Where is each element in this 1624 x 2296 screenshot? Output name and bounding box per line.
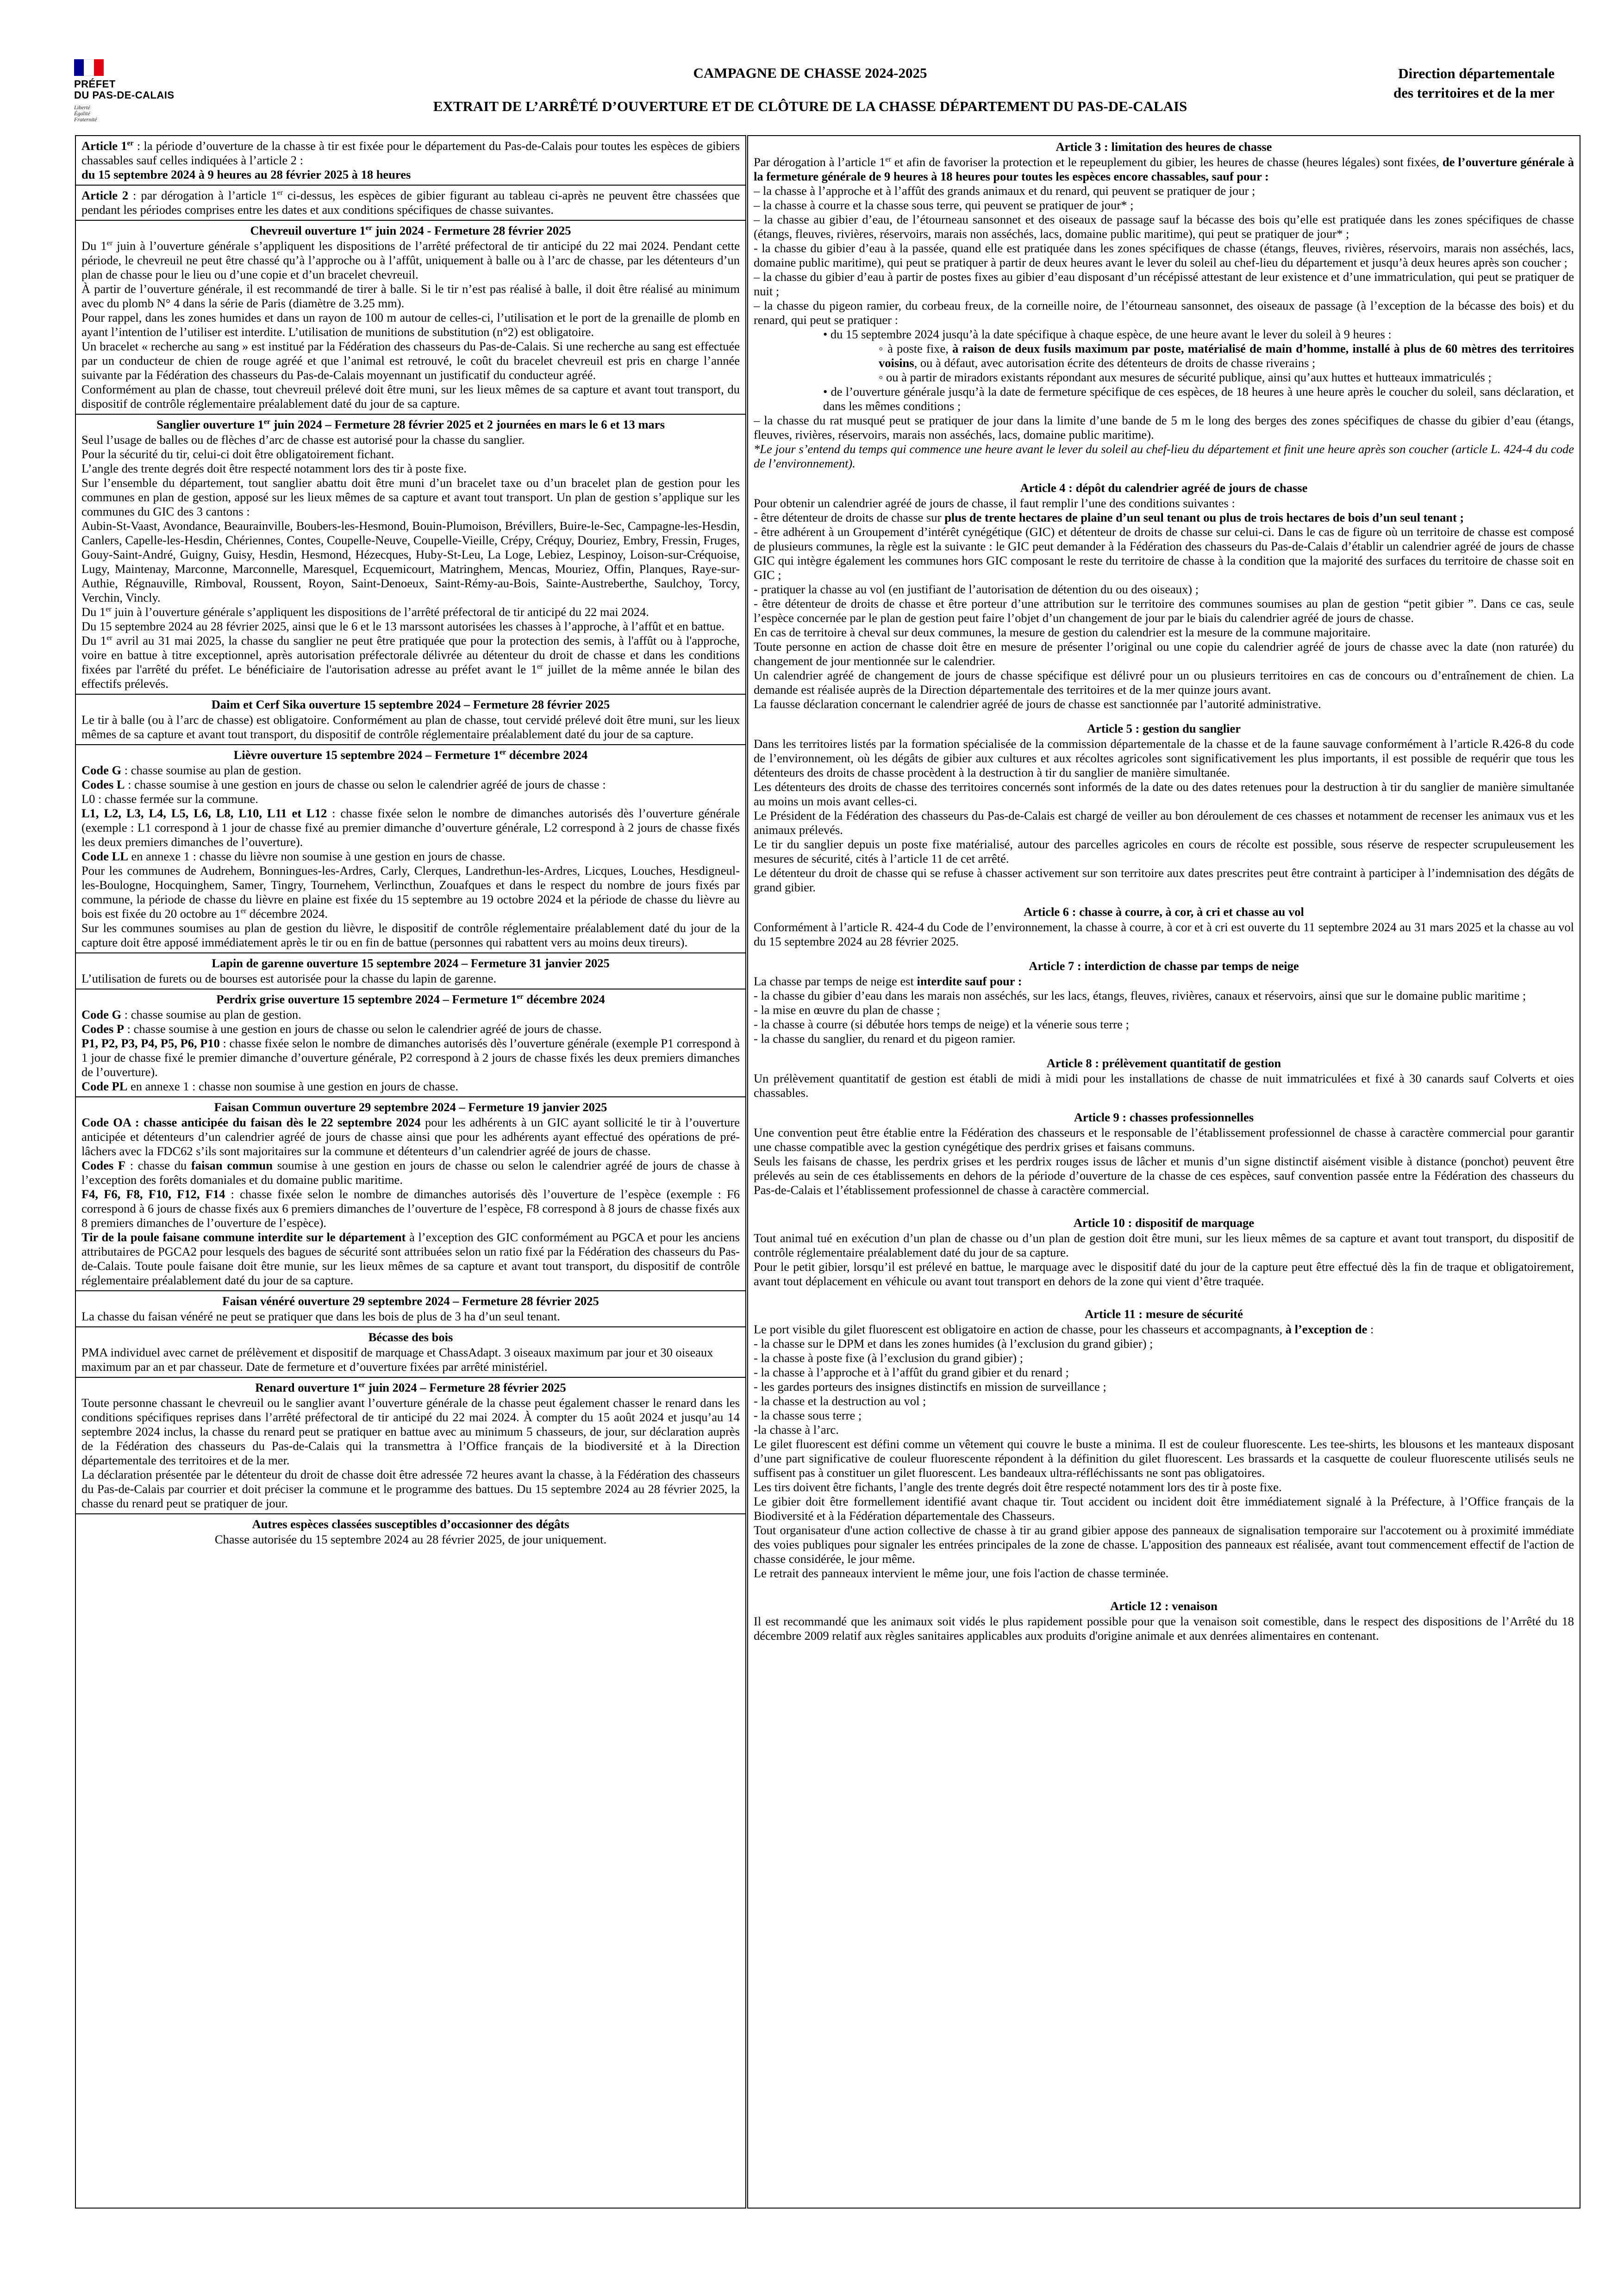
autres-p1: Chasse autorisée du 15 septembre 2024 au 28 février 2025, de jour uniquement. xyxy=(214,1532,607,1546)
chevreuil-p1-sup: er xyxy=(106,239,113,248)
article-5-title: Article 5 : gestion du sanglier xyxy=(1087,722,1241,735)
lievre-communes-text: Pour les communes de Audrehem, Bonningues-les-Ardres, Carly, Clerques, Landrethun-les-Ardres, Licques, Louches, Hesdigneul-les-Boulogne, Hocquinghem, Samer, Tingry, Tournehem, Verlincthun, Zouafques et dans le respect du nombre de jours fixés par commune, la période de chasse du lièvre en plaine est fixée du 15 septembre au 19 octobre 2024 et la période de chasse du lièvre au bois est fixée du 20 octobre au 1 xyxy=(81,864,740,921)
article-3-note: *Le jour s’entend du temps qui commence une heure avant le lever du soleil au chef-lieu du département et finit une heure après son coucher (article L. 424-4 du code de l’environnement). xyxy=(754,442,1574,470)
article-3-item2: – la chasse à courre et la chasse sous terre, qui peuvent se pratiquer de jour* ; xyxy=(754,198,1134,212)
article-5-p1: Dans les territoires listés par la formation spécialisée de la commission départementale de la chasse et de la faune sauvage conformément à l’article R.426-8 du code de l’environnement, où les dégâts de gibier aux cultures et aux récoltes agricoles sont significativement les plus importants, il est possible de requérir que tous les détenteurs des droits de chasse procèdent à la destruction à tir du sanglier de manière simultanée. xyxy=(754,737,1574,779)
perdrix-p1-text: : chasse fixée selon le nombre de dimanches autorisés dès l’ouverture générale (exemple P1 correspond à 1 jour de chasse fixé le premier dimanche d’ouverture générale, P2 correspond à 2 jours de chasse fixés les deux premiers dimanches de l’ouverture). xyxy=(81,1036,740,1079)
motto-egalite: Égalité xyxy=(74,110,90,117)
article-7-p1a: La chasse par temps de neige est xyxy=(754,974,917,988)
article-4-p7: Toute personne en action de chasse doit être en mesure de présenter l’original ou une copie du calendrier agréé de jours de chasse avec la date (non raturée) du changement de jour mentionnée sur le calendrier. xyxy=(754,640,1574,668)
article-3-bullet1a-bold: à raison de deux fusils maximum par poste, matérialisé de main d’homme, installé à plus de 60 mètres des territoires voisins xyxy=(879,342,1574,370)
article-11-p1 xyxy=(754,1322,1574,1337)
autres-box xyxy=(76,1514,745,1549)
article-5-p5: Le détenteur du droit de chasse qui se refuse à chasser activement sur son territoire aux dates prescrites peut être contraint à participer à l’indemnisation des dégâts de grand gibier. xyxy=(754,866,1574,894)
article-10-p1: Tout animal tué en exécution d’un plan de chasse ou d’un plan de gestion doit être muni, sur les lieux mêmes de sa capture et avant tout transport, du dispositif de contrôle réglementaire préalablement daté du jour de sa capture. xyxy=(754,1231,1574,1259)
article-4-p3: - être adhérent à un Groupement d’intérêt cynégétique (GIC) et détenteur de droits de chasse sur celui-ci. Dans le cas de figure où un territoire de chasse est composé de plusieurs communes, la règle est la suivante : le GIC peut demander à la Fédération des chasseurs du Pas-de-Calais d’établir un calendrier agréé de jours de chasse GIC qui intègre également les communes hors GIC composant le reste du territoire de chasse à la condition que la majorité des surfaces du territoire de chasse soit en GIC ; xyxy=(754,525,1574,582)
article-3-title: Article 3 : limitation des heures de chasse xyxy=(1056,140,1272,154)
lievre-code-g-text: : chasse soumise au plan de gestion. xyxy=(121,763,301,777)
perdrix-pl xyxy=(81,1079,740,1094)
right-column xyxy=(747,135,1580,2209)
article-11-item2: - la chasse à poste fixe (à l’exclusion du grand gibier) ; xyxy=(754,1351,1024,1365)
sanglier-box xyxy=(76,415,745,695)
lievre-code-g-label: Code G xyxy=(81,763,122,777)
article-7-title: Article 7 : interdiction de chasse par temps de neige xyxy=(1029,959,1299,973)
article-7-item3: - la chasse à courre (si débutée hors temps de neige) et la vénerie sous terre ; xyxy=(754,1017,1129,1031)
renard-title-sup: er xyxy=(358,1381,365,1389)
perdrix-p1 xyxy=(81,1036,740,1079)
faisan-codes-f-label: Codes F xyxy=(81,1158,126,1172)
motto-liberte: Liberté xyxy=(74,104,90,111)
document-subtitle: EXTRAIT DE L’ARRÊTÉ D’OUVERTURE ET DE CLÔTURE DE LA CHASSE DÉPARTEMENT DU PAS-DE-CALAIS xyxy=(433,98,1187,114)
article-4-p6: En cas de territoire à cheval sur deux communes, la mesure de gestion du calendrier est la mesure de la commune majoritaire. xyxy=(754,625,1371,639)
lievre-l1 xyxy=(81,806,740,849)
flag-white xyxy=(84,59,94,76)
becasse-title: Bécasse des bois xyxy=(368,1330,453,1344)
faisan-f4-label: F4, F6, F8, F10, F12, F14 xyxy=(81,1187,225,1201)
article-2-text1: : par dérogation à l’article 1 xyxy=(128,188,277,202)
article-9-p2: Seuls les faisans de chasse, les perdrix grises et les perdrix rouges issus de lâcher et munis d’un signe distinctif aisément visible à distance (ponchot) peuvent être prélevés au sein de ces établissements en dehors de la période d’ouverture de la chasse de ces espèces, sauf convention passée entre la Fédération des chasseurs du Pas-de-Calais et l’établissement professionnel de chasse à caractère commercial. xyxy=(754,1154,1574,1197)
direction-line1: Direction départementale xyxy=(1398,65,1555,81)
article-10-p2: Pour le petit gibier, lorsqu’il est prélevé en battue, le marquage avec le dispositif daté du jour de la capture peut être effectué dès la fin de traque et obligatoirement, avant tout déplacement en véhicule ou avant tout transport en dehors de la zone qui vient d’être traquée. xyxy=(754,1260,1574,1288)
article-1-sup: er xyxy=(127,139,134,148)
sanglier-p2: Pour la sécurité du tir, celui-ci doit être obligatoirement fichant. xyxy=(81,447,394,461)
article-2-box xyxy=(76,186,745,221)
article-4-p2a: - être détenteur de droits de chasse sur xyxy=(754,510,945,524)
faisan-codes-f xyxy=(81,1158,740,1187)
article-3-intro-sup: er xyxy=(885,156,891,164)
perdrix-code-g xyxy=(81,1008,740,1022)
lievre-communes xyxy=(81,864,740,921)
faisan-venere-title: Faisan vénéré ouverture 29 septembre 2024 – Fermeture 28 février 2025 xyxy=(222,1294,599,1308)
chevreuil-title-part2: juin 2024 - Fermeture 28 février 2025 xyxy=(372,224,571,237)
lievre-ll-label: Code LL xyxy=(81,849,128,863)
chevreuil-p5: Conformément au plan de chasse, tout chevreuil prélevé doit être muni, sur les lieux mêmes de sa capture et avant tout transport, du dispositif de contrôle réglementaire préalablement daté du jour de sa capture. xyxy=(81,382,740,411)
renard-p1: Toute personne chassant le chevreuil ou le sanglier avant l’ouverture générale de la chasse peut également chasser le renard dans les conditions spécifiques reprises dans l’arrêté préfectoral de tir anticipé du 22 mai 2024. À compter du 15 août 2024 et jusqu’au 14 septembre 2024 inclus, la chasse du renard peut se pratiquer en battue avec au minimum 5 chasseurs, de jour, sur déclaration auprès de la Fédération des chasseurs du Pas-de-Calais qui la transmettra à l’Office français de la biodiversité et à la Direction départementale des territoires et de la mer. xyxy=(81,1396,740,1467)
campaign-title: CAMPAGNE DE CHASSE 2024-2025 xyxy=(693,65,927,81)
faisan-oa-text: pour les adhérents à un GIC ayant sollicité le tir à l’ouverture anticipée et détenteurs d’un calendrier agréé de jours de chasse ainsi que pour les adhérents ayant effectué des opérations de pré-lâchers avec la FDC62 s’ils sont majoritaires sur la commune et détenteurs d’un calendrier agréé de jours de chasse. xyxy=(81,1115,740,1158)
left-column xyxy=(75,135,746,2209)
renard-p2: La déclaration présentée par le détenteur du droit de chasse doit être adressée 72 heures avant la chasse, à la Fédération des chasseurs du Pas-de-Calais par courrier et doit préciser la commune et le programme des battues. Du 15 septembre 2024 au 28 février 2025, la chasse du renard peut se pratiquer de jour. xyxy=(81,1468,740,1510)
lievre-title xyxy=(81,748,740,762)
article-3-item4: - la chasse du gibier d’eau à la passée, quand elle est pratiquée dans les zones spécifiques de chasse (étangs, fleuves, rivières, réservoirs, marais non asséchés, lacs, domaine public maritime), qui peut se pratiquer à partir de deux heures avant le lever du soleil au chef-lieu du département et jusqu’à deux heures après son coucher ; xyxy=(754,241,1574,269)
article-3-bullet1a-text1: ◦ à poste fixe, xyxy=(879,342,953,355)
sanglier-p6a: Du 1 xyxy=(81,605,106,619)
article-11-item1: - la chasse sur le DPM et dans les zones humides (à l’exclusion du grand gibier) ; xyxy=(754,1337,1153,1350)
article-4-p5: - être détenteur de droits de chasse et être porteur d’une attribution sur le territoire des communes soumises au plan de gestion “petit gibier ”. Dans ce cas, seule l’espèce concernée par le plan de gestion peut faire l’objet d’un changement de jour par le biais du calendrier agréé de jours de chasse. xyxy=(754,597,1574,625)
faisan-codes-f-bold: faisan commun xyxy=(191,1158,273,1172)
daim-box xyxy=(76,695,745,745)
article-3-intro1: Par dérogation à l’article 1 xyxy=(754,155,886,169)
article-6-p1: Conformément à l’article R. 424-4 du Code de l’environnement, la chasse à courre, à cor et à cri est ouverte du 11 septembre 2024 au 31 mars 2025 et la chasse au vol du 15 septembre 2024 au 28 février 2025. xyxy=(754,920,1574,948)
lievre-l1-label: L1, L2, L3, L4, L5, L6, L8, L10, L11 et L12 xyxy=(81,806,327,820)
lievre-title-sup: er xyxy=(499,748,506,757)
logo-motto xyxy=(74,105,194,123)
article-11-item7: -la chasse à l’arc. xyxy=(754,1423,839,1437)
article-8-p1: Un prélèvement quantitatif de gestion est établi de midi à midi pour les installations de chasse de nuit immatriculées et fixé à 30 canards sauf Colverts et oies chassables. xyxy=(754,1071,1574,1100)
document-title xyxy=(278,64,1343,116)
sanglier-title-part2: juin 2024 – Fermeture 28 février 2025 et 2 journées en mars le 6 et 13 mars xyxy=(270,417,665,431)
chevreuil-p1b: juin à l’ouverture générale s’appliquent les dispositions de l’arrêté préfectoral de tir anticipé du 22 mai 2024. Pendant cette période, le chevreuil ne peut être chassé qu’à l’approche ou à l’affût, uniquement à balle ou à l’arc de chasse, par les détenteurs d’un plan de chasse pour le lieu ou d’une copie et d’un bracelet chevreuil. xyxy=(81,239,740,281)
article-11-p4: Le gibier doit être formellement identifié avant chaque tir. Tout accident ou incident doit être immédiatement signalé à la Préfecture, à l’Office français de la Biodiversité et à la Fédération départementale des Chasseurs. xyxy=(754,1494,1574,1523)
article-3-item6: – la chasse du pigeon ramier, du corbeau freux, de la corneille noire, de l’étourneau sansonnet, des oiseaux de passage (à l’exception de la bécasse des bois) et du renard, qui peut se pratiquer : xyxy=(754,299,1574,327)
faisan-oa-label: Code OA : chasse anticipée du faisan dès le 22 septembre 2024 xyxy=(81,1115,421,1129)
chevreuil-title-part1: Chevreuil ouverture 1 xyxy=(250,224,366,237)
article-4-p1: Pour obtenir un calendrier agréé de jours de chasse, il faut remplir l’une des conditions suivantes : xyxy=(754,496,1235,510)
renard-title-part1: Renard ouverture 1 xyxy=(255,1381,359,1394)
renard-box xyxy=(76,1378,745,1514)
article-3-bullet1a xyxy=(754,342,1574,370)
article-9-title: Article 9 : chasses professionnelles xyxy=(1074,1110,1254,1124)
faisan-poule xyxy=(81,1230,740,1288)
article-11-item6: - la chasse sous terre ; xyxy=(754,1408,862,1422)
perdrix-p1-label: P1, P2, P3, P4, P5, P6, P10 xyxy=(81,1036,220,1050)
sanglier-p1: Seul l’usage de balles ou de flèches d’arc de chasse est autorisé pour la chasse du sanglier. xyxy=(81,433,525,447)
article-11-p1c: : xyxy=(1367,1322,1374,1336)
article-11-item3: - la chasse à l’approche et à l’affût du grand gibier et du renard ; xyxy=(754,1365,1069,1379)
article-7-item4: - la chasse du sanglier, du renard et du pigeon ramier. xyxy=(754,1032,1016,1045)
article-1-dates: du 15 septembre 2024 à 9 heures au 28 février 2025 à 18 heures xyxy=(81,168,411,181)
article-3-item1: – la chasse à l’approche et à l’affût des grands animaux et du renard, qui peuvent se pratiquer de jour ; xyxy=(754,184,1255,198)
article-3-bullet1a-text2: , ou à défaut, avec autorisation écrite des détenteurs de droits de chasse riverains ; xyxy=(914,356,1316,370)
article-8-title: Article 8 : prélèvement quantitatif de gestion xyxy=(1046,1056,1281,1070)
sanglier-p8a: Du 1 xyxy=(81,634,107,647)
chevreuil-p2: À partir de l’ouverture générale, il est recommandé de tirer à balle. Si le tir n’est pas réalisé à balle, il doit être réalisé au minimum avec du plomb N° 4 dans la série de Paris (diamètre de 3.25 mm). xyxy=(81,282,740,310)
sanglier-p8-sup2: er xyxy=(537,663,543,671)
faisan-f4 xyxy=(81,1187,740,1230)
faisan-venere-p1: La chasse du faisan vénéré ne peut se pratiquer que dans les bois de plus de 3 ha d’un seul tenant. xyxy=(81,1309,560,1323)
sanglier-p8c: juillet de la même année le bilan des effectifs prélevés. xyxy=(81,662,740,691)
article-12-title: Article 12 : venaison xyxy=(1110,1599,1218,1613)
article-2-sup: er xyxy=(277,189,283,197)
daim-p1: Le tir à balle (ou à l’arc de chasse) est obligatoire. Conformément au plan de chasse, tout cervidé prélevé doit être muni, sur les lieux mêmes de sa capture et avant tout transport, du dispositif de contrôle réglementaire préalablement daté du jour de sa capture. xyxy=(81,713,740,741)
lievre-ll-text: en annexe 1 : chasse du lièvre non soumise à une gestion en jours de chasse. xyxy=(128,849,506,863)
article-4-p4: - pratiquer la chasse au vol (en justifiant de l’autorisation de détention du ou des oiseaux) ; xyxy=(754,582,1199,596)
chevreuil-box xyxy=(76,221,745,415)
chevreuil-p1 xyxy=(81,239,740,282)
chevreuil-p1a: Du 1 xyxy=(81,239,107,253)
perdrix-code-g-text: : chasse soumise au plan de gestion. xyxy=(121,1008,301,1021)
article-4-p9: La fausse déclaration concernant le calendrier agréé de jours de chasse est sanctionnée par l’autorité administrative. xyxy=(754,697,1321,711)
article-3-intro xyxy=(754,155,1574,184)
article-4-p2b: plus de trente hectares de plaine d’un seul tenant ou plus de trois hectares de bois d’un seul tenant ; xyxy=(944,510,1464,524)
faisan-title: Faisan Commun ouverture 29 septembre 2024 – Fermeture 19 janvier 2025 xyxy=(214,1100,607,1114)
article-10-title: Article 10 : dispositif de marquage xyxy=(1073,1216,1255,1230)
logo-line1: PRÉFET xyxy=(74,78,116,90)
article-3-item3: – la chasse au gibier d’eau, de l’étourneau sansonnet et des oiseaux de passage sauf la bécasse des bois qu’elle est pratiquée dans les zones spécifiques de chasse (étangs, fleuves, rivières, réservoirs, marais non asséchés, lacs, domaine public maritime), qui peut se pratiquer de jour* ; xyxy=(754,212,1574,241)
article-3-item5: – la chasse du gibier d’eau à partir de postes fixes au gibier d’eau disposant d’un récépissé attestant de leur existence et d’une immatriculation, qui peut se pratiquer de nuit ; xyxy=(754,270,1574,298)
faisan-poule-label: Tir de la poule faisane commune interdite sur le département xyxy=(81,1230,406,1244)
article-11-item5: - la chasse et la destruction au vol ; xyxy=(754,1394,926,1408)
sanglier-communes: Aubin-St-Vaast, Avondance, Beaurainville, Boubers-les-Hesmond, Bouin-Plumoison, Brévillers, Buire-le-Sec, Campagne-les-Hesdin, Canlers, Capelle-les-Hesdin, Chériennes, Contes, Coupelle-Neuve, Coupelle-Vieille, Crépy, Créquy, Douriez, Embry, Fressin, Fruges, Gouy-Saint-André, Guigny, Guisy, Hesdin, Hesmond, Hézecques, Huby-St-Leu, La Loge, Lebiez, Lespinoy, Loison-sur-Créquoise, Lugy, Maintenay, Marconne, Marconnelle, Maresquel, Ecquemicourt, Matringhem, Mencas, Mouriez, Offin, Planques, Raye-sur-Authie, Régnauville, Rimboval, Roussent, Royon, Saint-Denoeux, Saint-Rémy-au-Bois, Sainte-Austreberthe, Saulchoy, Torcy, Verchin, Vincly. xyxy=(81,519,740,604)
sanglier-title-sup: er xyxy=(263,418,270,426)
article-6-title: Article 6 : chasse à courre, à cor, à cri et chasse au vol xyxy=(1024,905,1304,919)
perdrix-box xyxy=(76,989,745,1097)
sanglier-p3: L’angle des trente degrés doit être respecté notamment lors des tir à poste fixe. xyxy=(81,461,467,475)
lievre-communes-sup: er xyxy=(240,907,247,915)
lievre-codes-l xyxy=(81,778,740,792)
becasse-box xyxy=(76,1327,745,1378)
article-9-p1: Une convention peut être établie entre la Fédération des chasseurs et le responsable de l’établissement professionnel de chasse à caractère commercial pour garantir une chasse compatible avec la gestion cynégétique des perdrix grises et faisans communs. xyxy=(754,1126,1574,1154)
article-11-p1a: Le port visible du gilet fluorescent est obligatoire en action de chasse, pour les chasseurs et accompagnants, xyxy=(754,1322,1286,1336)
becasse-p1: PMA individuel avec carnet de prélèvement et dispositif de marquage et ChassAdapt. 3 oiseaux maximum par jour et 30 oiseaux maximum par an et par chasseur. Date de fermeture et d’ouverture fixées par arrêté ministériel. xyxy=(81,1345,713,1374)
sanglier-p4: Sur l’ensemble du département, tout sanglier abattu doit être muni d’un bracelet taxe ou d’un bracelet plan de gestion pour les communes en plan de gestion, apposé sur les lieux mêmes de sa capture et avant tout transport. Un plan de gestion s’applique sur les communes du GIC des 3 cantons : xyxy=(81,476,740,518)
sanglier-p6-sup: er xyxy=(106,605,112,614)
article-5-p2: Les détenteurs des droits de chasse des territoires concernés sont informés de la date ou des dates retenues pour la destruction à tir du sanglier de manière simultanée au moins un mois avant celles-ci. xyxy=(754,780,1574,808)
sanglier-title xyxy=(81,417,740,432)
chevreuil-p4: Un bracelet « recherche au sang » est institué par la Fédération des chasseurs du Pas-de-Calais. Si une recherche au sang est effectuée par un conducteur de chien de rouge agréé et que l’animal est retrouvé, le coût du bracelet chevreuil est pris en charge l’année suivante par la Fédération des chasseurs du Pas-de-Calais moyennant un justificatif du conducteur agréé. xyxy=(81,339,740,382)
autres-title: Autres espèces classées susceptibles d’occasionner des dégâts xyxy=(252,1517,569,1531)
lievre-codes-l-label: Codes L xyxy=(81,778,125,791)
faisan-poule-text: à l’exception des GIC conformément au PGCA et pour les anciens attributaires de PGCA2 pour lesquels des bagues de sécurité sont attribuées selon un ratio fixé par la Fédération des chasseurs du Pas-de-Calais. Toute poule faisane doit être munie, sur les lieux mêmes de sa capture et avant tout transport, du dispositif de contrôle réglementaire préalablement daté du jour de sa capture. xyxy=(81,1230,740,1287)
article-7-item2: - la mise en œuvre du plan de chasse ; xyxy=(754,1003,940,1017)
perdrix-title-part1: Perdrix grise ouverture 15 septembre 2024 – Fermeture 1 xyxy=(216,992,517,1006)
article-5-p3: Le Président de la Fédération des chasseurs du Pas-de-Calais est chargé de veiller au bon déroulement de ces chasses et notamment de recenser les animaux vus et les animaux prélevés. xyxy=(754,809,1574,837)
renard-title xyxy=(81,1381,740,1395)
article-2-label: Article 2 xyxy=(81,188,129,202)
article-4-title: Article 4 : dépôt du calendrier agréé de jours de chasse xyxy=(1020,481,1308,495)
article-12-p1: Il est recommandé que les animaux soit vidés le plus rapidement possible pour que la venaison soit comestible, dans le respect des dispositions de l’Arrêté du 18 décembre 2009 relatif aux règles sanitaires applicables aux produits d'origine animale et aux denrées alimentaires en contenant. xyxy=(754,1614,1574,1643)
article-3-bullet2: • de l’ouverture générale jusqu’à la date de fermeture spécifique de ces espèces, de 18 heures à une heure après le coucher du soleil, sans déclaration, et dans les mêmes conditions ; xyxy=(823,385,1574,413)
article-11-p1b: à l’exception de xyxy=(1285,1322,1368,1336)
sanglier-p7: Du 15 septembre 2024 au 28 février 2025, ainsi que le 6 et le 13 marssont autorisées les chasses à l’approche, à l’affût et en battue. xyxy=(81,619,725,633)
flag-red xyxy=(94,59,104,76)
article-11-p2: Le gilet fluorescent est défini comme un vêtement qui couvre le buste a minima. Il est de couleur fluorescente. Les tee-shirts, les blousons et les manteaux disposant d’une part significative de couleur fluorescente répondent à la définition du gilet fluorescent. Les brassards et la casquette de couleur fluorescente utilisés seuls ne suffisent pas à constituer un gilet fluorescent. Les bandeaux ultra-réfléchissants ne sont pas obligatoires. xyxy=(754,1437,1574,1480)
motto-fraternite: Fraternité xyxy=(74,116,97,123)
lievre-l1-text: : chasse fixée selon le nombre de dimanches autorisés dès l’ouverture générale (exemple : L1 correspond à 1 jour de chasse fixé au premier dimanche d’ouverture générale, L2 correspond à 2 jours de chasse fixés les deux premiers dimanches de l’ouverture). xyxy=(81,806,740,849)
lievre-codes-l-text: : chasse soumise à une gestion en jours de chasse ou selon le calendrier agréé de jours de chasse : xyxy=(125,778,606,791)
article-5-p4: Le tir du sanglier depuis un poste fixe matérialisé, autour des parcelles agricoles en cours de récolte est possible, sous réserve de respecter scrupuleusement les mesures de sécurité, cités à l’article 11 de cet arrêté. xyxy=(754,837,1574,865)
faisan-box xyxy=(76,1097,745,1291)
article-7-p1b: interdite sauf xyxy=(917,974,987,988)
article-3-intro2: et afin de favoriser la protection et le repeuplement du gibier, les heures de chasse (heures légales) sont fixées, xyxy=(891,155,1443,169)
article-11-item4: - les gardes porteurs des insignes distinctifs en mission de surveillance ; xyxy=(754,1380,1106,1394)
faisan-codes-f-text2: soumise à une gestion en jours de chasse ou selon le calendrier agréé de jours de chasse à l’exception des forêts domaniales et du domaine public maritime. xyxy=(81,1158,740,1187)
chevreuil-title-sup: er xyxy=(365,224,372,232)
lapin-box xyxy=(76,953,745,989)
perdrix-title xyxy=(81,992,740,1007)
perdrix-codes-p xyxy=(81,1022,740,1036)
faisan-codes-f-text1: : chasse du xyxy=(125,1158,191,1172)
perdrix-title-sup: er xyxy=(517,993,524,1001)
sanglier-p8b: avril au 31 mai 2025, la chasse du sanglier ne peut être pratiquée que pour la protection des semis, à l'affût ou à l'approche, voire en battue à titre exceptionnel, après autorisation préfectorale délivrée au détenteur du droit de chasse et dans les conditions fixées par l'arrêté du préfet. Le bénéficiaire de l'autorisation adresse au préfet avant le 1 xyxy=(81,634,740,676)
article-4-p8: Un calendrier agréé de changement de jours de chasse spécifique est délivré pour un ou plusieurs territoires en cas de concours ou d’entraînement de chien. La demande est réalisée auprès de la Direction départementale des territoires et de la mer quinze jours avant. xyxy=(754,668,1574,697)
article-3-bullet1b: ◦ ou à partir de miradors existants répondant aux mesures de sécurité publique, ainsi qu’aux huttes et hutteaux immatriculés ; xyxy=(879,370,1492,384)
chevreuil-p3: Pour rappel, dans les zones humides et dans un rayon de 100 m autour de celles-ci, l’utilisation et le port de la grenaille de plomb en ayant l’intention de l’utiliser est interdite. L’utilisation de munitions de substitution (n°2) est obligatoire. xyxy=(81,311,740,339)
logo-title xyxy=(74,79,194,101)
chevreuil-title xyxy=(81,224,740,238)
article-1-text: : la période d’ouverture de la chasse à tir est fixée pour le département du Pas-de-Calais pour toutes les espèces de gibiers chassables sauf celles indiquées à l’article 2 : xyxy=(81,139,740,167)
article-3-bullet1: • du 15 septembre 2024 jusqu’à la date spécifique à chaque espèce, de une heure avant le lever du soleil à 9 heures : xyxy=(823,327,1392,341)
lievre-title-part1: Lièvre ouverture 15 septembre 2024 – Fermeture 1 xyxy=(233,748,500,762)
flag-blue xyxy=(74,59,84,76)
article-3-intro-bold: de l’ouverture générale à la fermeture générale de 9 heures à 18 heures pour toutes les espèces encore chassables, sauf pour : xyxy=(754,155,1574,183)
article-2-text2: ci-dessus, les espèces de gibier figurant au tableau ci-après ne peuvent être chassées que pendant les périodes comprises entre les dates et aux conditions spécifiques de chasse suivantes. xyxy=(81,188,740,217)
article-7-p1c: pour : xyxy=(987,974,1022,988)
article-11-title: Article 11 : mesure de sécurité xyxy=(1085,1307,1243,1321)
perdrix-title-part2: décembre 2024 xyxy=(523,992,605,1006)
marianne-flag-icon xyxy=(74,59,104,76)
article-11-p6: Le retrait des panneaux intervient le même jour, une fois l'action de chasse terminée. xyxy=(754,1566,1169,1580)
article-1-label: Article 1 xyxy=(81,139,127,153)
daim-title: Daim et Cerf Sika ouverture 15 septembre 2024 – Fermeture 28 février 2025 xyxy=(211,697,610,711)
faisan-venere-box xyxy=(76,1291,745,1327)
lievre-title-part2: décembre 2024 xyxy=(506,748,588,762)
perdrix-codes-p-text: : chasse soumise à une gestion en jours de chasse ou selon le calendrier agréé de jours de chasse. xyxy=(124,1022,602,1036)
sanglier-p6 xyxy=(81,605,740,619)
article-7-item1: - la chasse du gibier d’eau dans les marais non asséchés, sur les lacs, étangs, fleuves, rivières, canaux et réservoirs, ainsi que sur le domaine public maritime ; xyxy=(754,989,1526,1002)
lievre-ll xyxy=(81,849,740,864)
article-4-p2 xyxy=(754,510,1574,525)
perdrix-code-g-label: Code G xyxy=(81,1008,122,1021)
lapin-title: Lapin de garenne ouverture 15 septembre 2024 – Fermeture 31 janvier 2025 xyxy=(212,956,610,970)
sanglier-p6b: juin à l’ouverture générale s’appliquent les dispositions de l’arrêté préfectoral de tir anticipé du 22 mai 2024. xyxy=(111,605,649,619)
perdrix-codes-p-label: Codes P xyxy=(81,1022,125,1036)
article-1-box xyxy=(76,136,745,186)
logo-line2: DU PAS-DE-CALAIS xyxy=(74,89,175,101)
lievre-code-g xyxy=(81,763,740,778)
lievre-box xyxy=(76,745,745,953)
sanglier-p8-sup: er xyxy=(106,634,112,642)
lievre-p-last: Sur les communes soumises au plan de gestion du lièvre, le dispositif de contrôle réglementaire préalablement daté du jour de la capture doit être apposé immédiatement après le tir ou en fin de battue (personnes qui rabattent vers au moins deux tireurs). xyxy=(81,921,740,949)
sanglier-title-part1: Sanglier ouverture 1 xyxy=(156,417,264,431)
faisan-f4-text: : chasse fixée selon le nombre de dimanches autorisés dès l’ouverture de l’espèce (exemple : F6 correspond à 6 jours de chasse fixés aux 6 premiers dimanches de l’ouverture de l’espèce, F8 correspond à 8 jours de chasse fixés aux 8 premiers dimanches de l’ouverture de l’espèce). xyxy=(81,1187,740,1230)
sanglier-p8 xyxy=(81,634,740,691)
article-3-item7: – la chasse du rat musqué peut se pratiquer de jour dans la limite d’une bande de 5 m le long des berges des zones spécifiques de chasse du gibier d’eau (étangs, fleuves, rivières, réservoirs, marais non asséchés, lacs, domaine public maritime). xyxy=(754,413,1574,442)
perdrix-pl-label: Code PL xyxy=(81,1079,128,1093)
faisan-oa xyxy=(81,1115,740,1158)
lapin-p1: L’utilisation de furets ou de bourses est autorisée pour la chasse du lapin de garenne. xyxy=(81,971,497,985)
lievre-l0: L0 : chasse fermée sur la commune. xyxy=(81,792,258,806)
perdrix-pl-text: en annexe 1 : chasse non soumise à une gestion en jours de chasse. xyxy=(127,1079,458,1093)
direction-line2: des territoires et de la mer xyxy=(1393,85,1555,101)
article-11-p3: Les tirs doivent être fichants, l’angle des trente degrés doit être respecté notamment lors des tir à poste fixe. xyxy=(754,1480,1282,1494)
direction-name xyxy=(1314,64,1555,103)
lievre-communes-end: décembre 2024. xyxy=(246,907,328,921)
renard-title-part2: juin 2024 – Fermeture 28 février 2025 xyxy=(365,1381,566,1394)
article-7-p1 xyxy=(754,974,1574,989)
article-11-p5: Tout organisateur d'une action collective de chasse à tir au grand gibier appose des panneaux de signalisation temporaire sur l'accotement ou à proximité immédiate des voies publiques pour signaler les entrées principales de la zone de chasse. L'apposition des panneaux est réalisée, avant tout commencement effectif de l'action de chasse considérée, le jour même. xyxy=(754,1523,1574,1566)
